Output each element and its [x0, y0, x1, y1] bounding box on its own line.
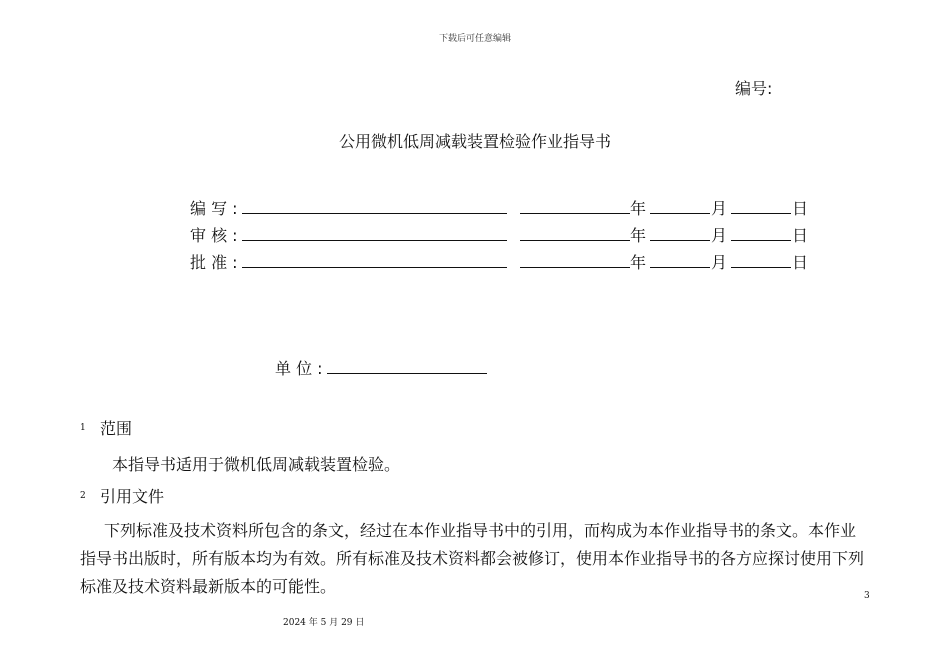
month-label: 月	[711, 226, 728, 245]
paragraph-line: 指导书出版时，所有版本均为有效。所有标准及技术资料都会被修订，使用本作业指导书的各方应探讨使用下列	[80, 549, 865, 568]
signature-name-line[interactable]	[242, 196, 507, 214]
signature-day-line[interactable]	[731, 223, 791, 241]
section-text: 本指导书适用于微机低周减载装置检验。	[112, 455, 401, 474]
day-label: 日	[792, 199, 809, 218]
unit-row	[275, 356, 323, 379]
section-number: 1	[80, 423, 86, 433]
signature-month-line[interactable]	[650, 223, 710, 241]
year-label: 年	[630, 253, 647, 272]
signature-label: 批 准 :	[190, 253, 238, 272]
unit-label: 单 位 :	[275, 359, 323, 378]
unit-input-line[interactable]	[327, 356, 487, 374]
year-label: 年	[630, 226, 647, 245]
signature-month-line[interactable]	[650, 196, 710, 214]
page-number: 3	[864, 591, 870, 601]
signature-year-line[interactable]	[520, 250, 630, 268]
signature-name-line[interactable]	[242, 223, 507, 241]
month-label: 月	[711, 253, 728, 272]
section-title: 引用文件	[100, 487, 165, 506]
paragraph-line: 下列标准及技术资料所包含的条文，经过在本作业指导书中的引用，而构成为本作业指导书的条文。本作业	[104, 521, 857, 540]
signature-label: 审 核 :	[190, 226, 238, 245]
day-label: 日	[792, 226, 809, 245]
signature-month-line[interactable]	[650, 250, 710, 268]
document-title: 公用微机低周减载装置检验作业指导书	[338, 132, 611, 151]
section-paragraph	[80, 517, 880, 601]
section-number: 2	[80, 491, 86, 501]
paragraph-line: 标准及技术资料最新版本的可能性。	[80, 577, 337, 596]
signature-label: 编 写 :	[190, 199, 238, 218]
signature-year-line[interactable]	[520, 223, 630, 241]
day-label: 日	[792, 253, 809, 272]
signature-day-line[interactable]	[731, 196, 791, 214]
signature-year-line[interactable]	[520, 196, 630, 214]
signature-day-line[interactable]	[731, 250, 791, 268]
page-header-note: 下载后可任意编辑	[438, 34, 511, 44]
month-label: 月	[711, 199, 728, 218]
document-number-label: 编号:	[735, 79, 773, 98]
year-label: 年	[630, 199, 647, 218]
signature-name-line[interactable]	[242, 250, 507, 268]
section-title: 范围	[100, 419, 133, 438]
footer-date: 2024 年 5 月 29 日	[283, 618, 365, 628]
